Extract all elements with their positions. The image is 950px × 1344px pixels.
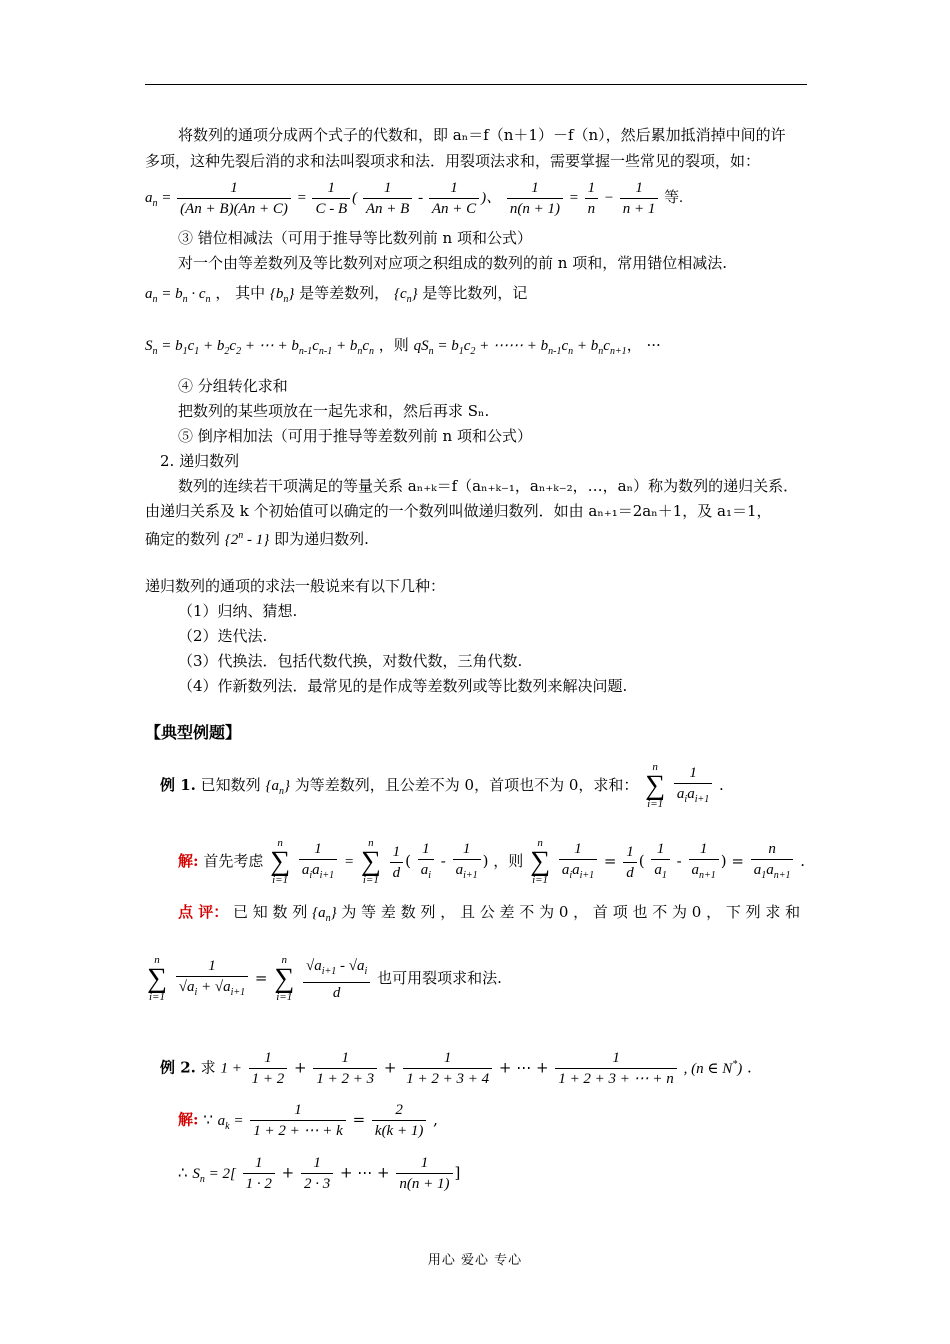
header-rule [145,84,807,85]
text: 即为递归数列. [274,530,369,548]
paragraph-line: 对一个由等差数列及等比数列对应项之积组成的数列的前 n 项和，常用错位相减法. [178,254,727,272]
text: 已知数列 [200,776,261,794]
text: 求 [200,1058,216,1077]
text: ，则 [378,336,409,354]
paragraph-line: 将数列的通项分成两个式子的代数和，即 aₙ＝f（n＋1）－f（n），然后累加抵消掉中间的许 [178,126,786,144]
text: 是等比数列，记 [422,284,528,302]
formula-split-terms: $a_n$ = $\frac{1}{(An + B)(An + C)}$ = $\frac{1}{C - B}$ ( $\frac{1}{An + B}$ - $\frac{1}{An + C}$ )、 $\frac{1}{n(n + 1)}$ = $\frac{1}{n}$ − $\frac{1}{n + 1}$ 等. [145,180,683,217]
section-subtitle: 2. 递归数列 [160,452,240,470]
paragraph-line: 把数列的某些项放在一起先求和，然后再求 Sₙ. [178,402,490,420]
text: 为等差数列，且公差不为 0，首项也不为 0，求和： [294,776,639,794]
section-title: 【典型例题】 [145,723,242,742]
text: ∴ [178,1163,188,1182]
method-title: ③ 错位相减法（可用于推导等比数列前 n 项和公式） [178,229,532,247]
paragraph-line: 确定的数列 {2$^n$ - 1} 即为递归数列. [145,530,369,548]
solution-2-sum: ∴ $S_n = 2$[ $\frac{1}{1 \cdot 2}$ + $\frac{1}{2 \cdot 3}$ + ⋯ + $\frac{1}{n(n + 1)}$ ] [178,1155,461,1192]
text: 已 知 数 列 [233,903,308,921]
page-footer: 用心 爱心 专心 [427,1253,523,1268]
solution-1: 解: 首先考虑 n ∑ i=1 $\frac{1}{a_ia_{i+1}}$ = n ∑ i=1 $\frac{1}{d}$ ( $\frac{1}{a_i}$ - $\frac{1}{a_{i+1}}$ ) ，则 n ∑ i=1 $\frac{1}{a_ia_{i+1}}$ = $\frac{1}{d}$ ( $\frac{1}{a_1}$ - $\frac{1}{a_{n+1}}$ ) = $\frac{n}{a_1a_{n+1}}$ . [178,837,806,886]
text: 也可用裂项求和法. [377,969,502,987]
list-item: （3）代换法．包括代数代换，对数代数，三角代数. [178,652,523,670]
paragraph-line: 递归数列的通项的求法一般说来有以下几种： [145,577,446,595]
text: ∵ [203,1110,213,1129]
paragraph-line: 数列的连续若干项满足的等量关系 aₙ₊ₖ＝f（aₙ₊ₖ₋₁，aₙ₊ₖ₋₂，…，aₙ）称为数列的递归关系． [178,477,799,495]
text: 是等差数列， [299,284,390,302]
paragraph-line: 多项，这种先裂后消的求和法叫裂项求和法．用裂项法求和，需要掌握一些常见的裂项，如： [145,152,761,170]
text: 首先考虑 [203,852,264,870]
formula-sqrt-sum: n ∑ i=1 $\frac{1}{√a_i + √a_{i+1}}$ = n ∑ i=1 $\frac{√a_{i+1} - √a_i}{d}$ 也可用裂项求和法. [147,954,502,1003]
example-2: 例 2. 求 1 + $\frac{1}{1 + 2}$ + $\frac{1}{1 + 2 + 3}$ + $\frac{1}{1 + 2 + 3 + 4}$ + ⋯ + $\frac{1}{1 + 2 + 3 + \cdots + n}$ , (n ∈ N*) . [160,1050,752,1087]
solution-label: 解: [178,1110,199,1129]
text: ， 其中 [215,284,266,302]
paragraph-line: 由递归关系及 k 个初始值可以确定的一个数列叫做递归数列．如由 aₙ₊₁＝2aₙ＋1，及 a₁＝1， [145,502,772,520]
solution-label: 解: [178,852,199,870]
method-title: ⑤ 倒序相加法（可用于推导等差数列前 n 项和公式） [178,427,532,445]
list-item: （4）作新数列法．最常见的是作成等差数列或等比数列来解决问题. [178,677,628,695]
comment-1: 点 评： 已 知 数 列 $\{a_n\}$ 为 等 差 数 列 ， 且 公 差 不 为 0 ， 首 项 也 不 为 0 ， 下 列 求 和 [178,903,801,924]
example-1: 例 1. 已知数列 $\{a_n\}$ 为等差数列，且公差不为 0，首项也不为 0，求和： n ∑ i=1 $\frac{1}{a_ia_{i+1}}$ . [160,761,724,810]
list-item: （2）迭代法. [178,627,268,645]
text: 确定的数列 [145,530,221,548]
formula-line: $S_n = b_1c_1 + b_2c_2$ + ⋯ + $b_{n-1}c_{n-1} + b_nc_n$ ，则 $qS_n = b_1c_2$ + ⋯⋯ + $b_{n-1}c_n + b_nc_{n+1}$， ··· [145,336,661,357]
text: ，则 [493,852,524,870]
list-item: （1）归纳、猜想. [178,602,298,620]
solution-2: 解: ∵ $a_k$ = $\frac{1}{1 + 2 + \cdots + k}$ = $\frac{2}{k(k + 1)}$ , [178,1102,438,1139]
example-label: 例 2. [160,1058,196,1077]
comment-label: 点 评： [178,903,229,921]
text: 等. [664,189,683,206]
method-title: ④ 分组转化求和 [178,377,288,395]
example-label: 例 1. [160,776,196,794]
formula-line: $a_n = b_n \cdot c_n$ ， 其中 $\{b_n\}$ 是等差数列， $\{c_n\}$ 是等比数列，记 [145,284,528,305]
text: 为 等 差 数 列 ， 且 公 差 不 为 0 ， 首 项 也 不 为 0 ， 下 列 求 和 [341,903,801,921]
